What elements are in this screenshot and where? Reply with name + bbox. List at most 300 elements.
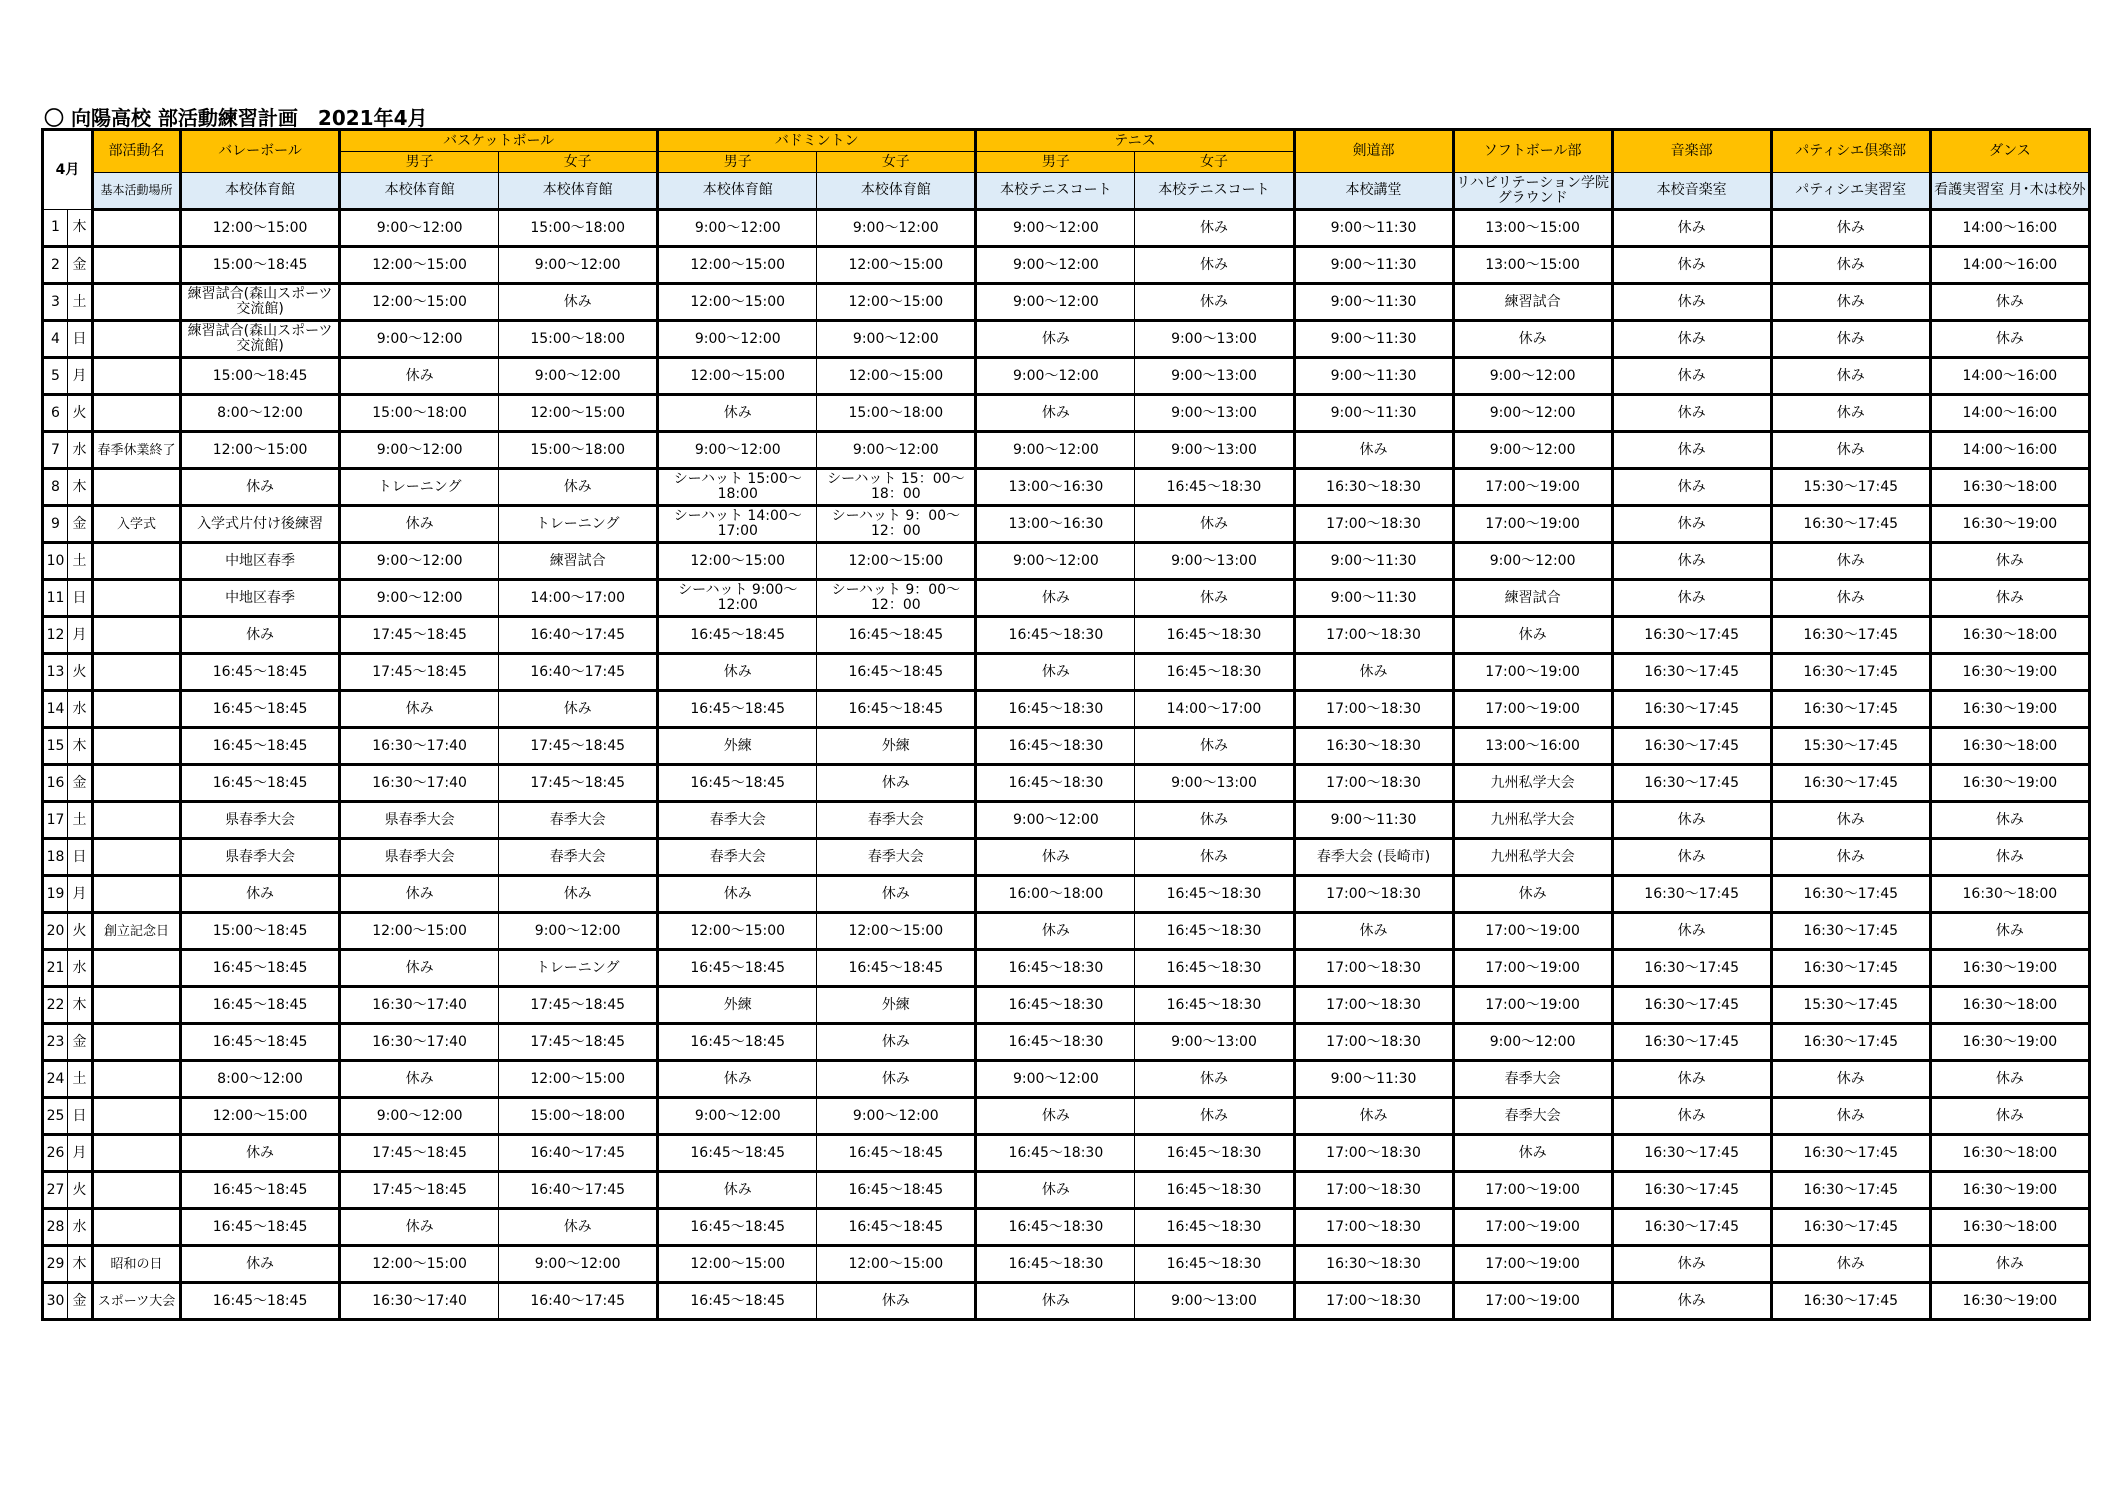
schedule-cell: 16:30～17:45 [1771, 765, 1930, 802]
schedule-cell: 16:30～17:45 [1771, 876, 1930, 913]
weekday: 火 [68, 654, 93, 691]
schedule-cell: 16:30～17:45 [1612, 1172, 1771, 1209]
schedule-cell: 16:30～19:00 [1930, 1283, 2089, 1320]
schedule-cell: 16:30～19:00 [1930, 1024, 2089, 1061]
table-row [43, 1209, 2090, 1246]
schedule-cell: 休み [181, 469, 340, 506]
schedule-cell: 16:45～18:45 [817, 691, 976, 728]
schedule-cell: 12:00～15:00 [181, 1098, 340, 1135]
schedule-cell: シーハット 15：00～18：00 [817, 469, 976, 506]
schedule-cell: 休み [1135, 506, 1294, 543]
weekday: 金 [68, 1283, 93, 1320]
weekday: 木 [68, 987, 93, 1024]
schedule-cell: 12:00～15:00 [658, 284, 817, 321]
place-cell: 本校体育館 [181, 173, 340, 210]
schedule-cell: 休み [1612, 1283, 1771, 1320]
place-cell: 本校音楽室 [1612, 173, 1771, 210]
schedule-cell: 休み [499, 1209, 658, 1246]
weekday: 水 [68, 950, 93, 987]
schedule-cell: 休み [976, 321, 1135, 358]
day-number: 17 [43, 802, 68, 839]
schedule-cell: 9:00～11:30 [1294, 210, 1453, 247]
schedule-cell: 休み [1930, 802, 2089, 839]
badminton-boys: 男子 [658, 152, 817, 173]
schedule-cell: 休み [1135, 210, 1294, 247]
schedule-cell: 16:30～17:45 [1612, 765, 1771, 802]
schedule-cell: 16:30～17:45 [1771, 1172, 1930, 1209]
schedule-cell: 17:00～18:30 [1294, 1172, 1453, 1209]
schedule-cell: 16:45～18:45 [181, 765, 340, 802]
schedule-cell: 13:00～15:00 [1453, 247, 1612, 284]
weekday: 木 [68, 469, 93, 506]
schedule-cell: 16:45～18:30 [976, 1024, 1135, 1061]
schedule-cell: 休み [1612, 469, 1771, 506]
schedule-cell: 九州私学大会 [1453, 765, 1612, 802]
schedule-cell: 9:00～12:00 [1453, 432, 1612, 469]
schedule-cell: 16:30～18:00 [1930, 469, 2089, 506]
table-row [43, 432, 2090, 469]
schedule-cell: 休み [340, 1209, 499, 1246]
schedule-cell: 9:00～13:00 [1135, 543, 1294, 580]
schedule-cell: 休み [1612, 580, 1771, 617]
event-cell: 昭和の日 [93, 1246, 181, 1283]
schedule-cell: 休み [1930, 1246, 2089, 1283]
schedule-cell: 15:00～18:00 [499, 210, 658, 247]
club-softball: ソフトボール部 [1453, 130, 1612, 173]
schedule-cell: 春季大会 [1453, 1098, 1612, 1135]
schedule-cell: 休み [1930, 321, 2089, 358]
schedule-cell: 9:00～12:00 [976, 802, 1135, 839]
club-dance: ダンス [1930, 130, 2089, 173]
schedule-cell: 9:00～13:00 [1135, 432, 1294, 469]
schedule-cell: 練習試合(森山スポーツ交流館) [181, 284, 340, 321]
schedule-cell: 九州私学大会 [1453, 839, 1612, 876]
schedule-cell: 9:00～12:00 [340, 543, 499, 580]
weekday: 金 [68, 1024, 93, 1061]
day-number: 14 [43, 691, 68, 728]
schedule-cell: 休み [1930, 913, 2089, 950]
schedule-cell: 休み [817, 1024, 976, 1061]
schedule-cell: 9:00～12:00 [1453, 395, 1612, 432]
schedule-cell: 休み [1930, 580, 2089, 617]
schedule-cell: 9:00～12:00 [817, 1098, 976, 1135]
schedule-cell: 12:00～15:00 [340, 247, 499, 284]
schedule-cell: 春季大会 [499, 802, 658, 839]
schedule-cell: 9:00～12:00 [340, 1098, 499, 1135]
day-number: 15 [43, 728, 68, 765]
schedule-cell: 12:00～15:00 [340, 913, 499, 950]
schedule-cell: 9:00～11:30 [1294, 284, 1453, 321]
schedule-cell: 17:00～18:30 [1294, 1283, 1453, 1320]
schedule-cell: 14:00～16:00 [1930, 432, 2089, 469]
schedule-cell: 9:00～12:00 [658, 321, 817, 358]
event-cell: スポーツ大会 [93, 1283, 181, 1320]
table-row [43, 1283, 2090, 1320]
table-row [43, 765, 2090, 802]
schedule-cell: 休み [976, 654, 1135, 691]
schedule-cell: 15:00～18:00 [340, 395, 499, 432]
table-row [43, 1172, 2090, 1209]
schedule-cell: 12:00～15:00 [817, 247, 976, 284]
club-badminton: バドミントン [658, 130, 976, 152]
schedule-cell: 休み [181, 1246, 340, 1283]
schedule-cell: 16:30～17:45 [1612, 1209, 1771, 1246]
schedule-cell: 17:00～18:30 [1294, 617, 1453, 654]
schedule-cell: 16:30～19:00 [1930, 1172, 2089, 1209]
schedule-cell: 休み [1771, 210, 1930, 247]
schedule-cell: 9:00～12:00 [976, 358, 1135, 395]
schedule-cell: 春季大会 [817, 839, 976, 876]
schedule-cell: 16:30～17:45 [1771, 506, 1930, 543]
schedule-cell: 16:30～18:00 [1930, 1209, 2089, 1246]
schedule-cell: 16:45～18:45 [658, 1135, 817, 1172]
event-cell [93, 469, 181, 506]
table-row [43, 1098, 2090, 1135]
schedule-cell: 16:45～18:30 [976, 765, 1135, 802]
event-cell [93, 1024, 181, 1061]
schedule-cell: 16:40～17:45 [499, 654, 658, 691]
schedule-cell: 12:00～15:00 [817, 1246, 976, 1283]
weekday: 金 [68, 506, 93, 543]
schedule-cell: 12:00～15:00 [817, 543, 976, 580]
schedule-cell: 16:30～17:45 [1771, 1135, 1930, 1172]
schedule-cell: 休み [1771, 284, 1930, 321]
schedule-cell: 休み [1930, 284, 2089, 321]
schedule-cell: 16:45～18:45 [817, 1135, 976, 1172]
schedule-cell: 16:45～18:45 [181, 1172, 340, 1209]
weekday: 木 [68, 728, 93, 765]
schedule-cell: 休み [1294, 1098, 1453, 1135]
schedule-cell: 17:00～18:30 [1294, 1135, 1453, 1172]
weekday: 日 [68, 1098, 93, 1135]
event-cell [93, 1098, 181, 1135]
table-row [43, 839, 2090, 876]
schedule-cell: 12:00～15:00 [658, 358, 817, 395]
schedule-cell: 休み [976, 1098, 1135, 1135]
weekday: 金 [68, 247, 93, 284]
event-cell [93, 1209, 181, 1246]
schedule-cell: 16:45～18:30 [1135, 617, 1294, 654]
schedule-cell: 16:45～18:30 [976, 1135, 1135, 1172]
schedule-cell: 休み [1135, 728, 1294, 765]
schedule-cell: 休み [499, 284, 658, 321]
day-number: 10 [43, 543, 68, 580]
schedule-cell: 17:00～19:00 [1453, 987, 1612, 1024]
schedule-cell: 休み [1771, 395, 1930, 432]
schedule-cell: 16:30～19:00 [1930, 506, 2089, 543]
schedule-cell: シーハット 14:00～17:00 [658, 506, 817, 543]
schedule-cell: 休み [658, 876, 817, 913]
schedule-cell: 16:30～18:00 [1930, 1135, 2089, 1172]
schedule-cell: 12:00～15:00 [658, 1246, 817, 1283]
schedule-cell: 16:30～17:45 [1771, 950, 1930, 987]
schedule-cell: 練習試合 [1453, 580, 1612, 617]
schedule-cell: 16:45～18:45 [817, 1209, 976, 1246]
event-cell: 春季休業終了 [93, 432, 181, 469]
badminton-girls: 女子 [817, 152, 976, 173]
schedule-cell: 休み [1612, 913, 1771, 950]
schedule-cell: 休み [976, 839, 1135, 876]
schedule-cell: 16:45～18:30 [1135, 987, 1294, 1024]
schedule-cell: 17:00～18:30 [1294, 691, 1453, 728]
schedule-cell: 16:45～18:30 [976, 1209, 1135, 1246]
event-cell [93, 284, 181, 321]
schedule-cell: 9:00～13:00 [1135, 321, 1294, 358]
schedule-cell: 休み [340, 950, 499, 987]
club-name-label: 部活動名 [93, 130, 181, 173]
table-row [43, 395, 2090, 432]
schedule-cell: 16:30～17:45 [1612, 1024, 1771, 1061]
schedule-cell: 17:00～18:30 [1294, 1209, 1453, 1246]
schedule-cell: 9:00～12:00 [976, 1061, 1135, 1098]
schedule-cell: 9:00～13:00 [1135, 1283, 1294, 1320]
schedule-cell: 16:30～17:45 [1771, 913, 1930, 950]
schedule-cell: 16:30～18:00 [1930, 617, 2089, 654]
place-label: 基本活動場所 [93, 173, 181, 210]
day-number: 22 [43, 987, 68, 1024]
place-cell: 看護実習室 月･木は校外 [1930, 173, 2089, 210]
schedule-cell: 休み [1771, 543, 1930, 580]
schedule-cell: 9:00～11:30 [1294, 247, 1453, 284]
schedule-cell: トレーニング [340, 469, 499, 506]
schedule-cell: 休み [1930, 543, 2089, 580]
place-cell: 本校体育館 [340, 173, 499, 210]
schedule-cell: 9:00～12:00 [499, 913, 658, 950]
table-row [43, 728, 2090, 765]
schedule-cell: 休み [1135, 1098, 1294, 1135]
schedule-cell: 17:00～19:00 [1453, 1246, 1612, 1283]
schedule-cell: 休み [1612, 1246, 1771, 1283]
schedule-cell: 9:00～12:00 [817, 321, 976, 358]
schedule-cell: 春季大会 [1453, 1061, 1612, 1098]
table-row [43, 506, 2090, 543]
schedule-cell: 17:00～19:00 [1453, 506, 1612, 543]
event-cell [93, 617, 181, 654]
place-cell: 本校体育館 [499, 173, 658, 210]
schedule-cell: 16:45～18:30 [976, 728, 1135, 765]
schedule-cell: 春季大会 [658, 839, 817, 876]
day-number: 2 [43, 247, 68, 284]
schedule-cell: 春季大会 [658, 802, 817, 839]
schedule-cell: 9:00～12:00 [499, 247, 658, 284]
schedule-cell: 16:45～18:30 [1135, 876, 1294, 913]
schedule-table [41, 128, 2091, 1321]
schedule-cell: 16:30～19:00 [1930, 654, 2089, 691]
schedule-cell: 15:00～18:00 [499, 1098, 658, 1135]
schedule-cell: 練習試合(森山スポーツ交流館) [181, 321, 340, 358]
schedule-cell: 16:40～17:45 [499, 1135, 658, 1172]
schedule-cell: 16:30～18:30 [1294, 728, 1453, 765]
day-number: 18 [43, 839, 68, 876]
table-row [43, 1135, 2090, 1172]
schedule-cell: 16:30～17:45 [1612, 654, 1771, 691]
weekday: 水 [68, 1209, 93, 1246]
schedule-cell: 休み [1612, 1098, 1771, 1135]
schedule-cell: 16:45～18:30 [1135, 913, 1294, 950]
schedule-cell: 中地区春季 [181, 580, 340, 617]
table-row [43, 987, 2090, 1024]
weekday: 月 [68, 876, 93, 913]
schedule-cell: 16:45～18:30 [976, 987, 1135, 1024]
schedule-cell: 16:45～18:45 [658, 691, 817, 728]
schedule-cell: 休み [817, 876, 976, 913]
weekday: 木 [68, 210, 93, 247]
day-number: 4 [43, 321, 68, 358]
schedule-cell: 16:45～18:45 [181, 654, 340, 691]
schedule-cell: 9:00～12:00 [658, 1098, 817, 1135]
schedule-cell: 16:45～18:30 [976, 950, 1135, 987]
weekday: 木 [68, 1246, 93, 1283]
table-row [43, 617, 2090, 654]
schedule-cell: 9:00～13:00 [1135, 1024, 1294, 1061]
weekday: 日 [68, 321, 93, 358]
schedule-cell: 16:45～18:45 [817, 1172, 976, 1209]
schedule-cell: 16:45～18:30 [1135, 950, 1294, 987]
schedule-cell: 9:00～12:00 [340, 580, 499, 617]
schedule-cell: 春季大会 [499, 839, 658, 876]
day-number: 13 [43, 654, 68, 691]
schedule-cell: 9:00～12:00 [976, 210, 1135, 247]
place-cell: 本校講堂 [1294, 173, 1453, 210]
schedule-cell: 春季大会 (長崎市) [1294, 839, 1453, 876]
schedule-cell: 16:45～18:45 [658, 1283, 817, 1320]
day-number: 3 [43, 284, 68, 321]
schedule-cell: 12:00～15:00 [181, 432, 340, 469]
schedule-cell: シーハット 9:00～12:00 [658, 580, 817, 617]
page-title: 〇 向陽高校 部活動練習計画 2021年4月 [44, 106, 428, 130]
schedule-cell: 休み [1612, 210, 1771, 247]
schedule-cell: 16:00～18:00 [976, 876, 1135, 913]
schedule-cell: 16:30～18:00 [1930, 876, 2089, 913]
schedule-cell: 9:00～12:00 [1453, 1024, 1612, 1061]
weekday: 水 [68, 691, 93, 728]
schedule-cell: 休み [1135, 247, 1294, 284]
schedule-cell: 14:00～17:00 [1135, 691, 1294, 728]
day-number: 20 [43, 913, 68, 950]
schedule-cell: 15:30～17:45 [1771, 987, 1930, 1024]
schedule-cell: 15:00～18:00 [499, 432, 658, 469]
schedule-cell: 15:00～18:00 [817, 395, 976, 432]
schedule-cell: 休み [817, 1283, 976, 1320]
table-row [43, 1246, 2090, 1283]
schedule-cell: 休み [1771, 358, 1930, 395]
schedule-cell: 休み [1612, 247, 1771, 284]
day-number: 11 [43, 580, 68, 617]
schedule-cell: 休み [1453, 876, 1612, 913]
table-row [43, 284, 2090, 321]
month-header: 4月 [43, 130, 93, 210]
schedule-cell: 9:00～13:00 [1135, 358, 1294, 395]
schedule-cell: トレーニング [499, 950, 658, 987]
schedule-cell: 9:00～12:00 [658, 432, 817, 469]
schedule-cell: 16:30～17:40 [340, 1283, 499, 1320]
schedule-cell: 休み [1612, 543, 1771, 580]
table-row [43, 802, 2090, 839]
schedule-cell: 休み [499, 876, 658, 913]
schedule-cell: 15:00～18:45 [181, 247, 340, 284]
schedule-cell: 14:00～16:00 [1930, 358, 2089, 395]
schedule-cell: 16:30～17:45 [1771, 1283, 1930, 1320]
table-row [43, 321, 2090, 358]
schedule-cell: 14:00～17:00 [499, 580, 658, 617]
schedule-cell: 15:00～18:45 [181, 913, 340, 950]
weekday: 日 [68, 580, 93, 617]
schedule-cell: 外練 [658, 987, 817, 1024]
event-cell [93, 654, 181, 691]
schedule-cell: 休み [1612, 395, 1771, 432]
schedule-cell: 休み [1453, 617, 1612, 654]
schedule-cell: 休み [1294, 654, 1453, 691]
schedule-cell: 休み [340, 691, 499, 728]
schedule-cell: 休み [1930, 839, 2089, 876]
schedule-cell: 16:30～19:00 [1930, 950, 2089, 987]
schedule-cell: 17:00～18:30 [1294, 506, 1453, 543]
table-row [43, 1024, 2090, 1061]
weekday: 水 [68, 432, 93, 469]
schedule-cell: 17:00～19:00 [1453, 913, 1612, 950]
schedule-cell: 9:00～11:30 [1294, 321, 1453, 358]
schedule-cell: 17:00～19:00 [1453, 950, 1612, 987]
schedule-cell: 休み [340, 358, 499, 395]
schedule-cell: 九州私学大会 [1453, 802, 1612, 839]
schedule-cell: シーハット 9：00～12：00 [817, 506, 976, 543]
schedule-cell: シーハット 15:00～18:00 [658, 469, 817, 506]
schedule-cell: 15:30～17:45 [1771, 469, 1930, 506]
schedule-cell: 休み [1135, 802, 1294, 839]
event-cell [93, 247, 181, 284]
weekday: 月 [68, 358, 93, 395]
schedule-cell: 16:30～17:45 [1612, 876, 1771, 913]
schedule-cell: 休み [1453, 321, 1612, 358]
schedule-cell: 16:45～18:30 [1135, 1246, 1294, 1283]
schedule-cell: 16:30～18:00 [1930, 987, 2089, 1024]
event-cell [93, 321, 181, 358]
schedule-cell: 県春季大会 [340, 802, 499, 839]
place-cell: 本校体育館 [817, 173, 976, 210]
schedule-cell: 16:45～18:45 [181, 1209, 340, 1246]
schedule-cell: 休み [1294, 432, 1453, 469]
schedule-cell: 17:00～19:00 [1453, 654, 1612, 691]
table-row [43, 691, 2090, 728]
schedule-cell: 9:00～11:30 [1294, 358, 1453, 395]
schedule-cell: 16:45～18:45 [181, 1283, 340, 1320]
schedule-cell: 12:00～15:00 [181, 210, 340, 247]
schedule-cell: 16:30～17:45 [1771, 691, 1930, 728]
schedule-cell: 9:00～13:00 [1135, 395, 1294, 432]
schedule-cell: 休み [1612, 506, 1771, 543]
place-cell: 本校体育館 [658, 173, 817, 210]
schedule-cell: 9:00～11:30 [1294, 802, 1453, 839]
basketball-boys: 男子 [340, 152, 499, 173]
schedule-cell: 9:00～13:00 [1135, 765, 1294, 802]
schedule-cell: 12:00～15:00 [658, 247, 817, 284]
schedule-cell: 16:30～17:40 [340, 728, 499, 765]
schedule-cell: 9:00～11:30 [1294, 543, 1453, 580]
schedule-cell: 16:30～17:45 [1612, 617, 1771, 654]
event-cell [93, 580, 181, 617]
event-cell [93, 839, 181, 876]
schedule-cell: 休み [1135, 839, 1294, 876]
schedule-cell: 入学式片付け後練習 [181, 506, 340, 543]
event-cell [93, 876, 181, 913]
event-cell [93, 1061, 181, 1098]
day-number: 1 [43, 210, 68, 247]
schedule-cell: 16:40～17:45 [499, 617, 658, 654]
schedule-cell: 17:00～18:30 [1294, 765, 1453, 802]
club-volleyball: バレーボール [181, 130, 340, 173]
schedule-cell: 9:00～12:00 [817, 432, 976, 469]
schedule-cell: 9:00～12:00 [499, 358, 658, 395]
